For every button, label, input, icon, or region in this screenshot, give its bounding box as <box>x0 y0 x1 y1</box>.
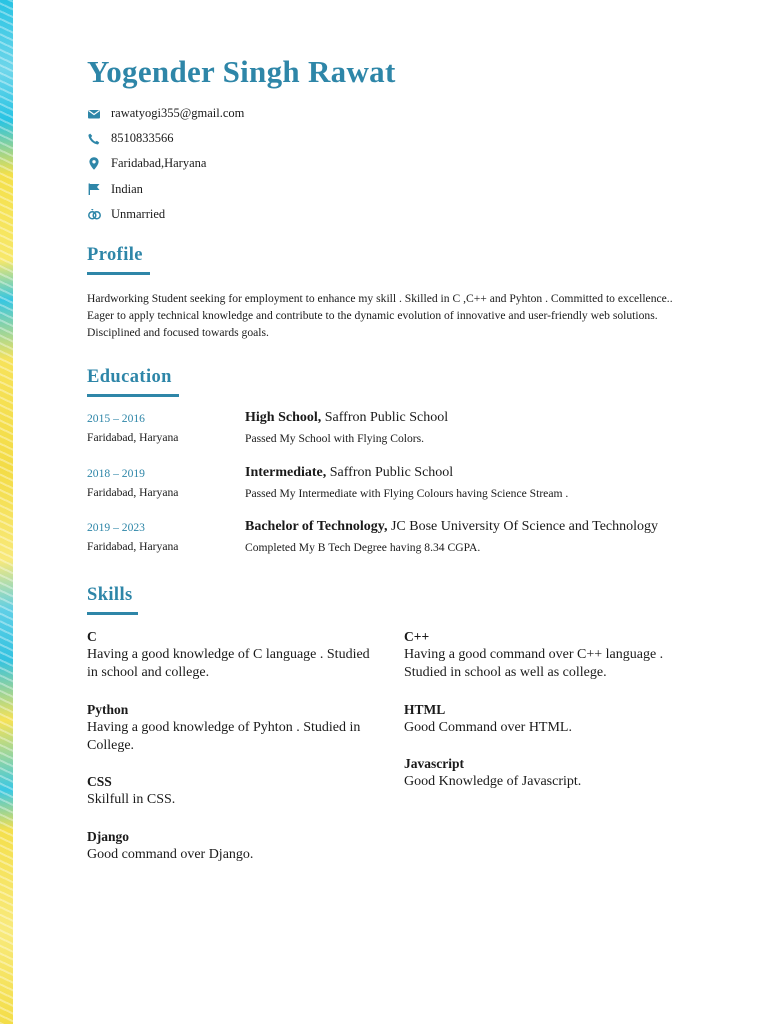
education-institution: JC Bose University Of Science and Technology <box>387 519 659 534</box>
contact-list <box>87 101 487 227</box>
education-heading: Education <box>87 367 172 387</box>
skill-description: Having a good knowledge of Pyhton . Studied in College. <box>87 720 361 753</box>
skill-description: Good command over Django. <box>87 847 254 862</box>
nationality-text: Indian <box>111 181 143 196</box>
education-description: Completed My B Tech Degree having 8.34 CGPA. <box>245 541 481 554</box>
skill-name: HTML <box>404 702 446 717</box>
flag-icon <box>87 182 101 196</box>
email-text[interactable]: rawatyogi355@gmail.com <box>111 106 245 121</box>
education-dates: 2019 – 2023 <box>87 521 145 534</box>
profile-heading: Profile <box>87 245 143 265</box>
location-pin-icon <box>87 157 101 171</box>
education-degree: Intermediate, <box>245 465 327 480</box>
education-degree: High School, <box>245 410 322 425</box>
education-dates: 2015 – 2016 <box>87 412 145 425</box>
skill-item <box>87 701 377 755</box>
education-heading-line <box>245 519 658 535</box>
profile-summary: Hardworking Student seeking for employment to enhance my skill . Skilled in C ,C++ and Pyhton . Committed to excellence.. Eager to apply technical knowledge and contribute to the dynamic evolution of innovative and user-friendly web solutions. Disciplined and focused towards goals. <box>87 292 673 339</box>
contact-nationality <box>87 177 487 202</box>
rings-icon <box>87 207 101 221</box>
skill-description: Having a good command over C++ language . Studied in school as well as college. <box>404 647 664 680</box>
profile-heading-rule <box>87 272 150 275</box>
skill-item <box>404 755 694 791</box>
skill-description: Skilfull in CSS. <box>87 792 176 807</box>
skill-item <box>404 628 694 682</box>
education-heading-rule <box>87 394 179 397</box>
education-institution: Saffron Public School <box>326 465 454 480</box>
skill-item <box>87 628 377 682</box>
education-location: Faridabad, Haryana <box>87 431 179 444</box>
education-institution: Saffron Public School <box>321 410 449 425</box>
phone-text[interactable]: 8510833566 <box>111 131 174 146</box>
decorative-side-stripe <box>0 0 13 1024</box>
skill-name: C <box>87 629 97 644</box>
skills-heading: Skills <box>87 585 133 605</box>
contact-email <box>87 101 487 126</box>
skill-description: Having a good knowledge of C language . Studied in school and college. <box>87 647 370 680</box>
location-text: Faridabad,Haryana <box>111 156 207 171</box>
education-description: Passed My Intermediate with Flying Colours having Science Stream . <box>245 487 569 500</box>
envelope-icon <box>87 107 101 121</box>
education-location: Faridabad, Haryana <box>87 486 179 499</box>
skill-name: Python <box>87 702 129 717</box>
education-dates: 2018 – 2019 <box>87 467 145 480</box>
skill-item <box>87 828 377 864</box>
education-heading-line <box>245 410 448 426</box>
skill-name: C++ <box>404 629 430 644</box>
education-heading-line <box>245 465 453 481</box>
skills-heading-rule <box>87 612 138 615</box>
marital-status-text: Unmarried <box>111 206 166 221</box>
contact-location <box>87 151 487 176</box>
skill-item <box>87 773 377 809</box>
phone-icon <box>87 132 101 146</box>
candidate-name: Yogender Singh Rawat <box>87 54 396 89</box>
education-description: Passed My School with Flying Colors. <box>245 432 425 445</box>
contact-marital-status <box>87 202 487 227</box>
skill-name: Javascript <box>404 756 464 771</box>
skill-description: Good Command over HTML. <box>404 720 572 735</box>
skill-item <box>404 701 694 737</box>
education-degree: Bachelor of Technology, <box>245 519 388 534</box>
skill-description: Good Knowledge of Javascript. <box>404 774 582 789</box>
skill-name: CSS <box>87 774 112 789</box>
skill-name: Django <box>87 829 130 844</box>
education-location: Faridabad, Haryana <box>87 540 179 553</box>
contact-phone <box>87 126 487 151</box>
